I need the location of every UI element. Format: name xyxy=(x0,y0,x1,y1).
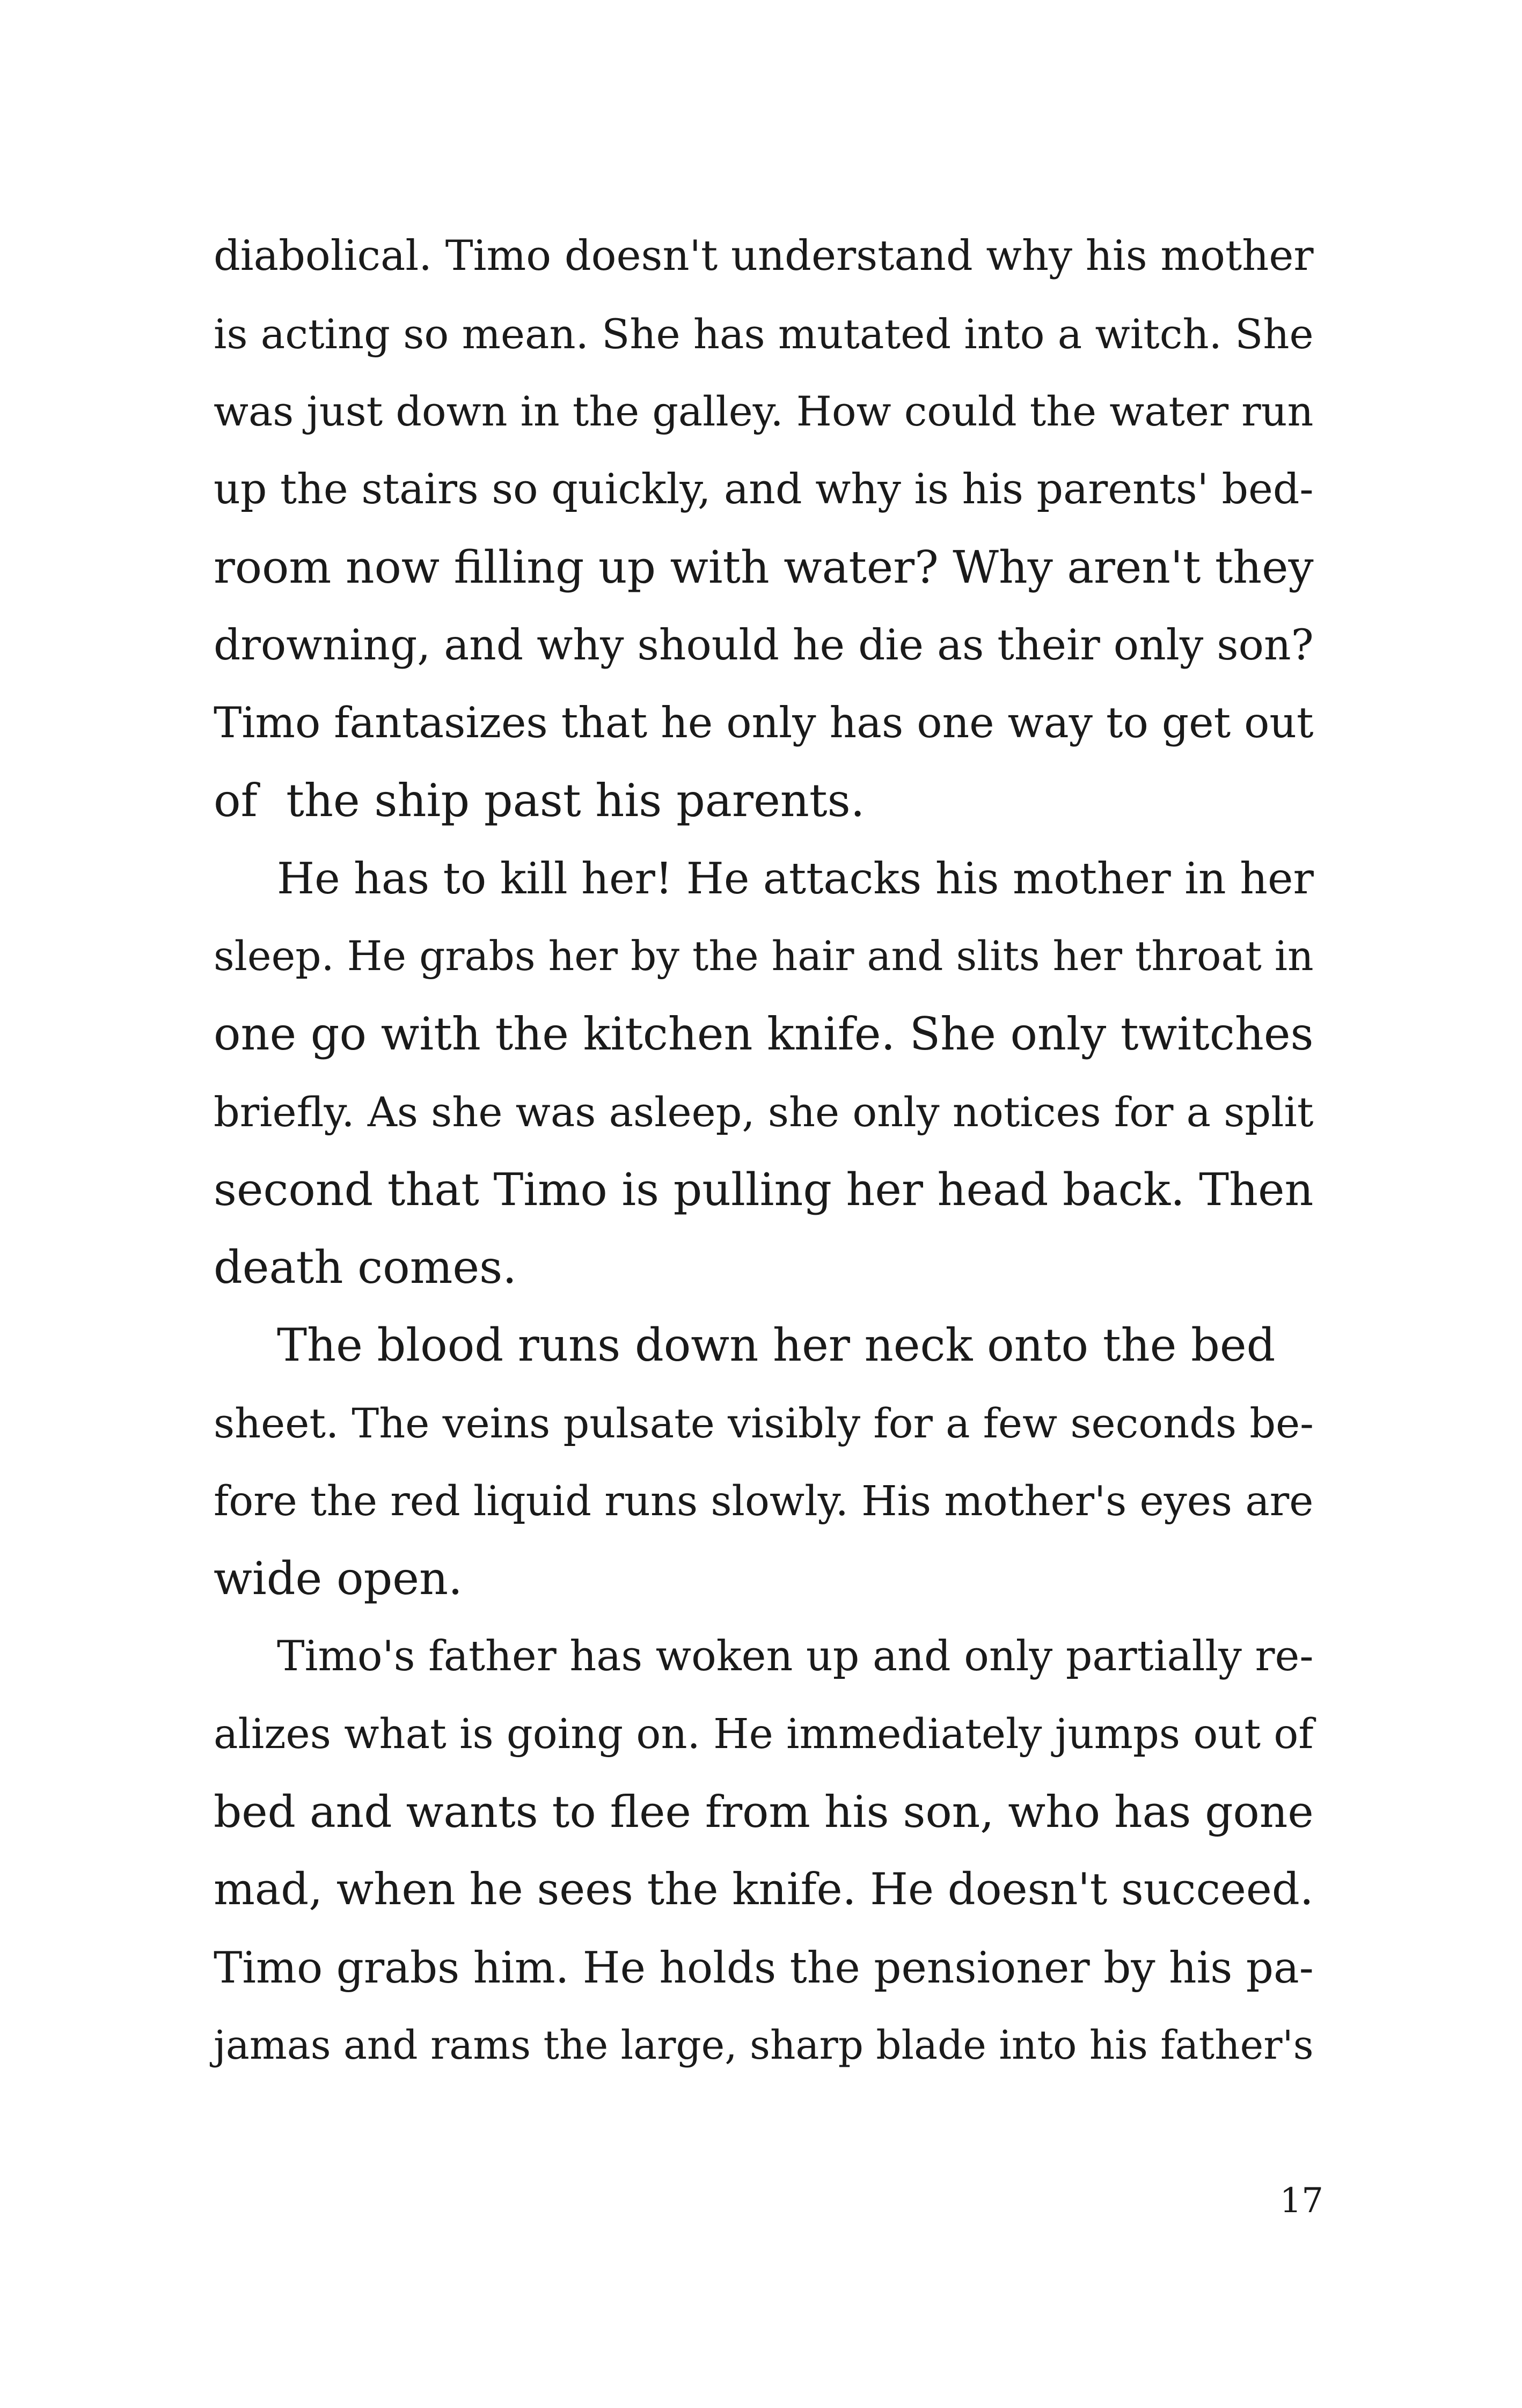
text-line: second that Timo is pulling her head back. Then xyxy=(214,1163,1314,1216)
text-line: was just down in the galley. How could the water run xyxy=(214,388,1314,435)
text-line: drowning, and why should he die as their only son? xyxy=(214,620,1314,670)
text-line: room now filling up with water? Why aren't they xyxy=(214,541,1314,593)
text-line-indented: He has to kill her! He attacks his mother in her xyxy=(277,853,1314,904)
text-line: up the stairs so quickly, and why is his parents' bed- xyxy=(214,465,1314,513)
text-line: sheet. The veins pulsate visibly for a few seconds be- xyxy=(214,1399,1314,1447)
text-line: mad, when he sees the knife. He doesn't succeed. xyxy=(214,1864,1314,1915)
text-line-indented: Timo's father has woken up and only partially re- xyxy=(277,1632,1314,1680)
text-line: death comes. xyxy=(214,1241,517,1294)
text-line: sleep. He grabs her by the hair and slits her throat in xyxy=(214,933,1314,980)
text-line: diabolical. Timo doesn't understand why his mother xyxy=(214,232,1314,280)
text-line: jamas and rams the large, sharp blade into his father's xyxy=(214,2023,1314,2068)
page-number: 17 xyxy=(1279,2181,1323,2221)
text-line: wide open. xyxy=(214,1552,463,1605)
text-line: fore the red liquid runs slowly. His mother's eyes are xyxy=(214,1477,1314,1525)
text-line: of the ship past his parents. xyxy=(214,774,865,827)
text-line: alizes what is going on. He immediately jumps out of xyxy=(214,1710,1314,1758)
text-line: briefly. As she was asleep, she only notices for a split xyxy=(214,1088,1314,1136)
body-text xyxy=(214,217,1314,2084)
text-line: Timo fantasizes that he only has one way to get out xyxy=(214,698,1314,747)
text-line: one go with the kitchen knife. She only twitches xyxy=(214,1008,1314,1060)
text-line-indented: The blood runs down her neck onto the bed xyxy=(277,1319,1276,1371)
text-line: Timo grabs him. He holds the pensioner by his pa- xyxy=(214,1943,1314,1993)
text-line: is acting so mean. She has mutated into a witch. She xyxy=(214,310,1314,358)
text-line: bed and wants to flee from his son, who has gone xyxy=(214,1787,1314,1838)
